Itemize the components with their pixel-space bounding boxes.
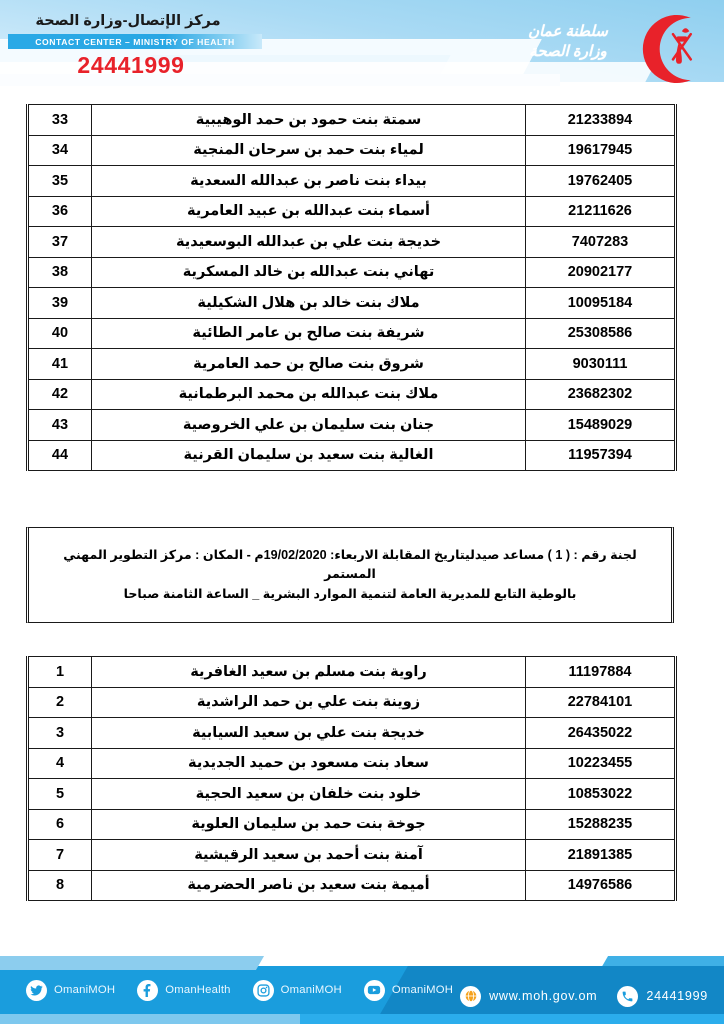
cell-phone: 21233894 [526, 105, 676, 136]
cell-index: 34 [28, 135, 92, 166]
cell-name: خديجة بنت علي بن سعيد السيابية [92, 718, 526, 749]
table-row [28, 870, 676, 901]
cell-index: 7 [28, 840, 92, 871]
social-label-facebook: OmanHealth [165, 984, 231, 996]
cell-phone: 22784101 [526, 687, 676, 718]
footer-contact [460, 978, 708, 1014]
cell-index: 2 [28, 687, 92, 718]
table-row [28, 135, 676, 166]
globe-icon [460, 986, 481, 1007]
page-header [0, 0, 724, 96]
cell-index: 37 [28, 227, 92, 258]
table-row [28, 809, 676, 840]
cell-index: 35 [28, 166, 92, 197]
twitter-icon [26, 980, 47, 1001]
cell-name: بيداء بنت ناصر بن عبدالله السعدية [92, 166, 526, 197]
table-row [28, 687, 676, 718]
cell-phone: 10223455 [526, 748, 676, 779]
cell-phone: 21211626 [526, 196, 676, 227]
table-row [28, 349, 676, 380]
cell-index: 36 [28, 196, 92, 227]
committee-notice-line-2: بالوطية التابع للمديرية العامة لتنمية الموارد البشرية _ الساعة الثامنة صباحا [123, 586, 577, 601]
table-row [28, 379, 676, 410]
cell-name: سعاد بنت مسعود بن حميد الجديدية [92, 748, 526, 779]
cell-index: 8 [28, 870, 92, 901]
ministry-logo [506, 8, 716, 88]
cell-index: 40 [28, 318, 92, 349]
ministry-logo-text [508, 22, 628, 63]
social-label-youtube: OmaniMOH [391, 984, 454, 996]
contact-center-block [0, 12, 262, 79]
table-row [28, 748, 676, 779]
applicants-table-bottom-wrapper [26, 656, 677, 901]
cell-name: الغالية بنت سعيد بن سليمان القرنية [92, 440, 526, 471]
facebook-icon [137, 980, 158, 1001]
applicants-table-top-wrapper [26, 104, 677, 471]
cell-name: أميمة بنت سعيد بن ناصر الحضرمية [92, 870, 526, 901]
cell-phone: 11957394 [526, 440, 676, 471]
social-link-youtube[interactable] [364, 980, 453, 1001]
cell-index: 1 [28, 657, 92, 688]
cell-phone: 26435022 [526, 718, 676, 749]
cell-name: جنان بنت سليمان بن علي الخروصية [92, 410, 526, 441]
ministry-name-line1: سلطنة عمان [528, 23, 608, 40]
committee-notice-wrapper [26, 527, 674, 623]
website-label: www.moh.gov.om [489, 989, 598, 1003]
cell-name: جوخة بنت حمد بن سليمان العلوية [92, 809, 526, 840]
phone-label: 24441999 [646, 989, 708, 1003]
contact-center-phone: 24441999 [77, 52, 185, 79]
cell-phone: 11197884 [526, 657, 676, 688]
table-row [28, 718, 676, 749]
page-footer [0, 956, 724, 1024]
cell-index: 38 [28, 257, 92, 288]
committee-notice-line-1: لجنة رقم : ( 1 ) مساعد صيدليتاريخ المقابلة الاربعاء: 19/02/2020م - المكان : مركز التطوير المهني المستمر [63, 547, 637, 582]
cell-name: آمنة بنت أحمد بن سعيد الرقيشية [92, 840, 526, 871]
table-row [28, 410, 676, 441]
cell-name: شروق بنت صالح بن حمد العامرية [92, 349, 526, 380]
ministry-name-line2: وزارة الصحة [529, 43, 607, 61]
cell-index: 43 [28, 410, 92, 441]
cell-index: 44 [28, 440, 92, 471]
phone-icon [617, 986, 638, 1007]
cell-index: 4 [28, 748, 92, 779]
cell-index: 39 [28, 288, 92, 319]
table-row [28, 257, 676, 288]
cell-phone: 15489029 [526, 410, 676, 441]
cell-name: تهاني بنت عبدالله بن خالد المسكرية [92, 257, 526, 288]
contact-center-title-en: CONTACT CENTER – MINISTRY OF HEALTH [8, 34, 262, 49]
cell-name: شريفة بنت صالح بن عامر الطائية [92, 318, 526, 349]
cell-index: 41 [28, 349, 92, 380]
cell-name: ملاك بنت خالد بن هلال الشكيلية [92, 288, 526, 319]
cell-name: خلود بنت خلفان بن سعيد الحجية [92, 779, 526, 810]
youtube-icon [364, 980, 385, 1001]
committee-notice-text [49, 546, 651, 605]
cell-name: ملاك بنت عبدالله بن محمد البرطمانية [92, 379, 526, 410]
oman-red-crescent-emblem-icon [636, 12, 710, 86]
instagram-icon [253, 980, 274, 1001]
cell-phone: 10853022 [526, 779, 676, 810]
social-label-instagram: OmaniMOH [280, 984, 342, 996]
cell-phone: 20902177 [526, 257, 676, 288]
cell-phone: 15288235 [526, 809, 676, 840]
social-link-instagram[interactable] [253, 980, 342, 1001]
website-link[interactable] [460, 986, 597, 1007]
table-row [28, 166, 676, 197]
cell-index: 5 [28, 779, 92, 810]
cell-name: خديجة بنت علي بن عبدالله البوسعيدية [92, 227, 526, 258]
social-links [26, 966, 453, 1014]
table-row [28, 105, 676, 136]
document-body [0, 96, 724, 956]
contact-center-title-ar: مركز الإتصال-وزارة الصحة [35, 13, 221, 29]
table-row [28, 779, 676, 810]
cell-phone: 21891385 [526, 840, 676, 871]
cell-phone: 19762405 [526, 166, 676, 197]
cell-phone: 19617945 [526, 135, 676, 166]
cell-phone: 7407283 [526, 227, 676, 258]
applicants-table-bottom [26, 656, 677, 901]
applicants-table-top-body [28, 105, 676, 471]
table-row [28, 440, 676, 471]
table-row [28, 288, 676, 319]
cell-name: سمتة بنت حمود بن حمد الوهيبية [92, 105, 526, 136]
cell-name: زوينة بنت علي بن حمد الراشدية [92, 687, 526, 718]
cell-phone: 9030111 [526, 349, 676, 380]
table-row [28, 196, 676, 227]
cell-name: لمياء بنت حمد بن سرحان المنجية [92, 135, 526, 166]
social-link-twitter[interactable] [26, 980, 115, 1001]
table-row [28, 840, 676, 871]
table-row [28, 318, 676, 349]
cell-name: راوية بنت مسلم بن سعيد الغافرية [92, 657, 526, 688]
cell-phone: 14976586 [526, 870, 676, 901]
committee-notice-cell [26, 527, 674, 623]
cell-index: 33 [28, 105, 92, 136]
social-label-twitter: OmaniMOH [54, 984, 116, 996]
applicants-table-bottom-body [28, 657, 676, 901]
cell-index: 6 [28, 809, 92, 840]
cell-name: أسماء بنت عبدالله بن عبيد العامرية [92, 196, 526, 227]
cell-index: 3 [28, 718, 92, 749]
cell-phone: 10095184 [526, 288, 676, 319]
table-row [28, 657, 676, 688]
cell-phone: 23682302 [526, 379, 676, 410]
applicants-table-top [26, 104, 677, 471]
table-row [28, 227, 676, 258]
phone-link[interactable] [617, 986, 708, 1007]
cell-phone: 25308586 [526, 318, 676, 349]
footer-bottom-strip-light [0, 1014, 300, 1024]
cell-index: 42 [28, 379, 92, 410]
social-link-facebook[interactable] [137, 980, 230, 1001]
